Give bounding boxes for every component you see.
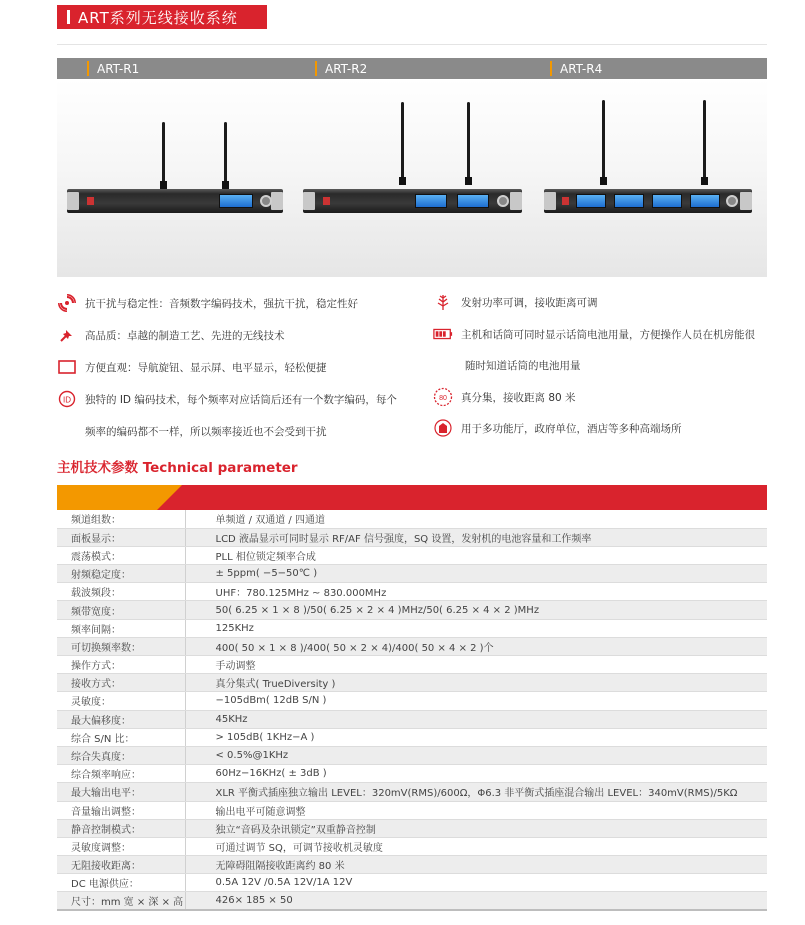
feature-battery-display-cont: 随时知道话筒的电池用量 — [465, 360, 581, 372]
spec-key: 频道组数： — [57, 510, 185, 528]
feature-convenience: 方便直观：导航旋钮、显示屏、电平显示，轻松便捷 — [57, 357, 327, 377]
spec-row — [57, 565, 767, 583]
spec-row — [57, 856, 767, 874]
spec-value: LCD 液晶显示可同时显示 RF/AF 信号强度，SQ 设置，发射机的电池容量和工作频率 — [185, 528, 767, 546]
spec-value: 手动调整 — [185, 656, 767, 674]
spec-value: 426× 185 × 50 — [185, 892, 767, 910]
spec-key: DC 电源供应： — [57, 874, 185, 892]
spec-key: 灵敏度调整： — [57, 837, 185, 855]
spec-key: 面板显示： — [57, 528, 185, 546]
product-header-strip — [57, 58, 767, 79]
spec-key: 频率间隔： — [57, 619, 185, 637]
spec-key: 频带宽度： — [57, 601, 185, 619]
spec-key: 灵敏度： — [57, 692, 185, 710]
spec-row — [57, 801, 767, 819]
title-tick — [67, 10, 70, 24]
spec-key: 综合失真度： — [57, 746, 185, 764]
spec-row — [57, 619, 767, 637]
80m-range-icon — [433, 387, 453, 407]
feature-range-80m: 80 真分集，接收距离 80 米 — [433, 387, 576, 407]
battery-icon — [433, 324, 453, 344]
spec-value: 真分集式( TrueDiversity ) — [185, 674, 767, 692]
spec-row — [57, 874, 767, 892]
spec-key: 综合频率响应： — [57, 765, 185, 783]
spec-value: 无障碍阻隔接收距离约 80 米 — [185, 856, 767, 874]
spec-row — [57, 783, 767, 801]
product-label-r4: ART-R4 — [550, 58, 602, 79]
spec-value: 45KHz — [185, 710, 767, 728]
spec-row — [57, 637, 767, 655]
spec-row — [57, 528, 767, 546]
spec-key: 无阻接收距离： — [57, 856, 185, 874]
product-label-r1: ART-R1 — [87, 58, 139, 79]
page-title-bar — [57, 5, 267, 29]
svg-text:ID: ID — [63, 395, 71, 405]
spec-row — [57, 601, 767, 619]
page-title: ART系列无线接收系统 — [78, 8, 238, 27]
spec-row — [57, 692, 767, 710]
spec-row — [57, 710, 767, 728]
spec-row — [57, 746, 767, 764]
spec-value: 独立“音码及杂讯锁定”双重静音控制 — [185, 819, 767, 837]
feature-transmit-power: 发射功率可调，接收距离可调 — [433, 292, 598, 312]
spec-table — [57, 510, 767, 911]
spec-section-title: 主机技术参数 Technical parameter — [57, 460, 298, 476]
feature-anti-interference: 抗干扰与稳定性：音频数字编码技术，强抗干扰，稳定性好 — [57, 293, 358, 313]
spec-value: 输出电平可随意调整 — [185, 801, 767, 819]
spec-value: XLR 平衡式插座独立输出 LEVEL：320mV(RMS)/600Ω，Φ6.3 非平衡式插座混合输出 LEVEL：340mV(RMS)/5KΩ — [185, 783, 767, 801]
spec-key: 可切换频率数： — [57, 637, 185, 655]
spec-key: 震荡模式： — [57, 546, 185, 564]
spec-value: −105dBm( 12dB S/N ) — [185, 692, 767, 710]
spec-key: 操作方式： — [57, 656, 185, 674]
spec-row — [57, 510, 767, 528]
spec-row — [57, 892, 767, 910]
spec-key: 静音控制模式： — [57, 819, 185, 837]
signal-waves-icon — [57, 293, 77, 313]
product-label-r2: ART-R2 — [315, 58, 367, 79]
product-image-area — [57, 79, 767, 277]
feature-id-coding-cont: 频率的编码都不一样，所以频率接近也不会受到干扰 — [85, 426, 327, 438]
spec-key: 接收方式： — [57, 674, 185, 692]
spec-table-header-band — [57, 485, 767, 510]
spec-value: 单频道 / 双通道 / 四通道 — [185, 510, 767, 528]
feature-quality: 高品质：卓越的制造工艺、先进的无线技术 — [57, 325, 285, 345]
spec-row — [57, 837, 767, 855]
spec-value: 0.5A 12V /0.5A 12V/1A 12V — [185, 874, 767, 892]
spec-key: 载波频段： — [57, 583, 185, 601]
rectangle-icon — [57, 357, 77, 377]
feature-applications: 用于多功能厅，政府单位，酒店等多种高端场所 — [433, 418, 682, 438]
spec-key: 音量输出调整： — [57, 801, 185, 819]
spec-row — [57, 819, 767, 837]
id-icon — [57, 389, 77, 409]
spec-row — [57, 656, 767, 674]
feature-id-coding: ID 独特的 ID 编码技术，每个频率对应话筒后还有一个数字编码，每个 — [57, 389, 397, 409]
spec-row — [57, 546, 767, 564]
spec-value: 125KHz — [185, 619, 767, 637]
spec-row — [57, 674, 767, 692]
spec-value: < 0.5%@1KHz — [185, 746, 767, 764]
spec-key: 综合 S/N 比： — [57, 728, 185, 746]
transmit-tower-icon — [433, 292, 453, 312]
spec-row — [57, 583, 767, 601]
spec-key: 射频稳定度： — [57, 565, 185, 583]
spec-value: PLL 相位锁定频率合成 — [185, 546, 767, 564]
title-divider — [57, 44, 767, 45]
spec-key: 尺寸：mm 宽 × 深 × 高 — [57, 892, 185, 910]
spec-key: 最大输出电平： — [57, 783, 185, 801]
spec-value: 50( 6.25 × 1 × 8 )/50( 6.25 × 2 × 4 )MHz/50( 6.25 × 4 × 2 )MHz — [185, 601, 767, 619]
star-pin-icon — [57, 325, 77, 345]
spec-row — [57, 765, 767, 783]
svg-text:80: 80 — [439, 394, 447, 402]
spec-key: 最大偏移度： — [57, 710, 185, 728]
spec-row — [57, 728, 767, 746]
spec-value: UHF：780.125MHz ~ 830.000MHz — [185, 583, 767, 601]
spec-value: 60Hz−16KHz( ± 3dB ) — [185, 765, 767, 783]
spec-value: ± 5ppm( −5−50℃ ) — [185, 565, 767, 583]
spec-value: 可通过调节 SQ，可调节接收机灵敏度 — [185, 837, 767, 855]
building-icon — [433, 418, 453, 438]
spec-value: 400( 50 × 1 × 8 )/400( 50 × 2 × 4)/400( 50 × 4 × 2 )个 — [185, 637, 767, 655]
feature-battery-display: 主机和话筒可同时显示话筒电池用量，方便操作人员在机房能很 — [433, 324, 755, 344]
spec-value: > 105dB( 1KHz−A ) — [185, 728, 767, 746]
